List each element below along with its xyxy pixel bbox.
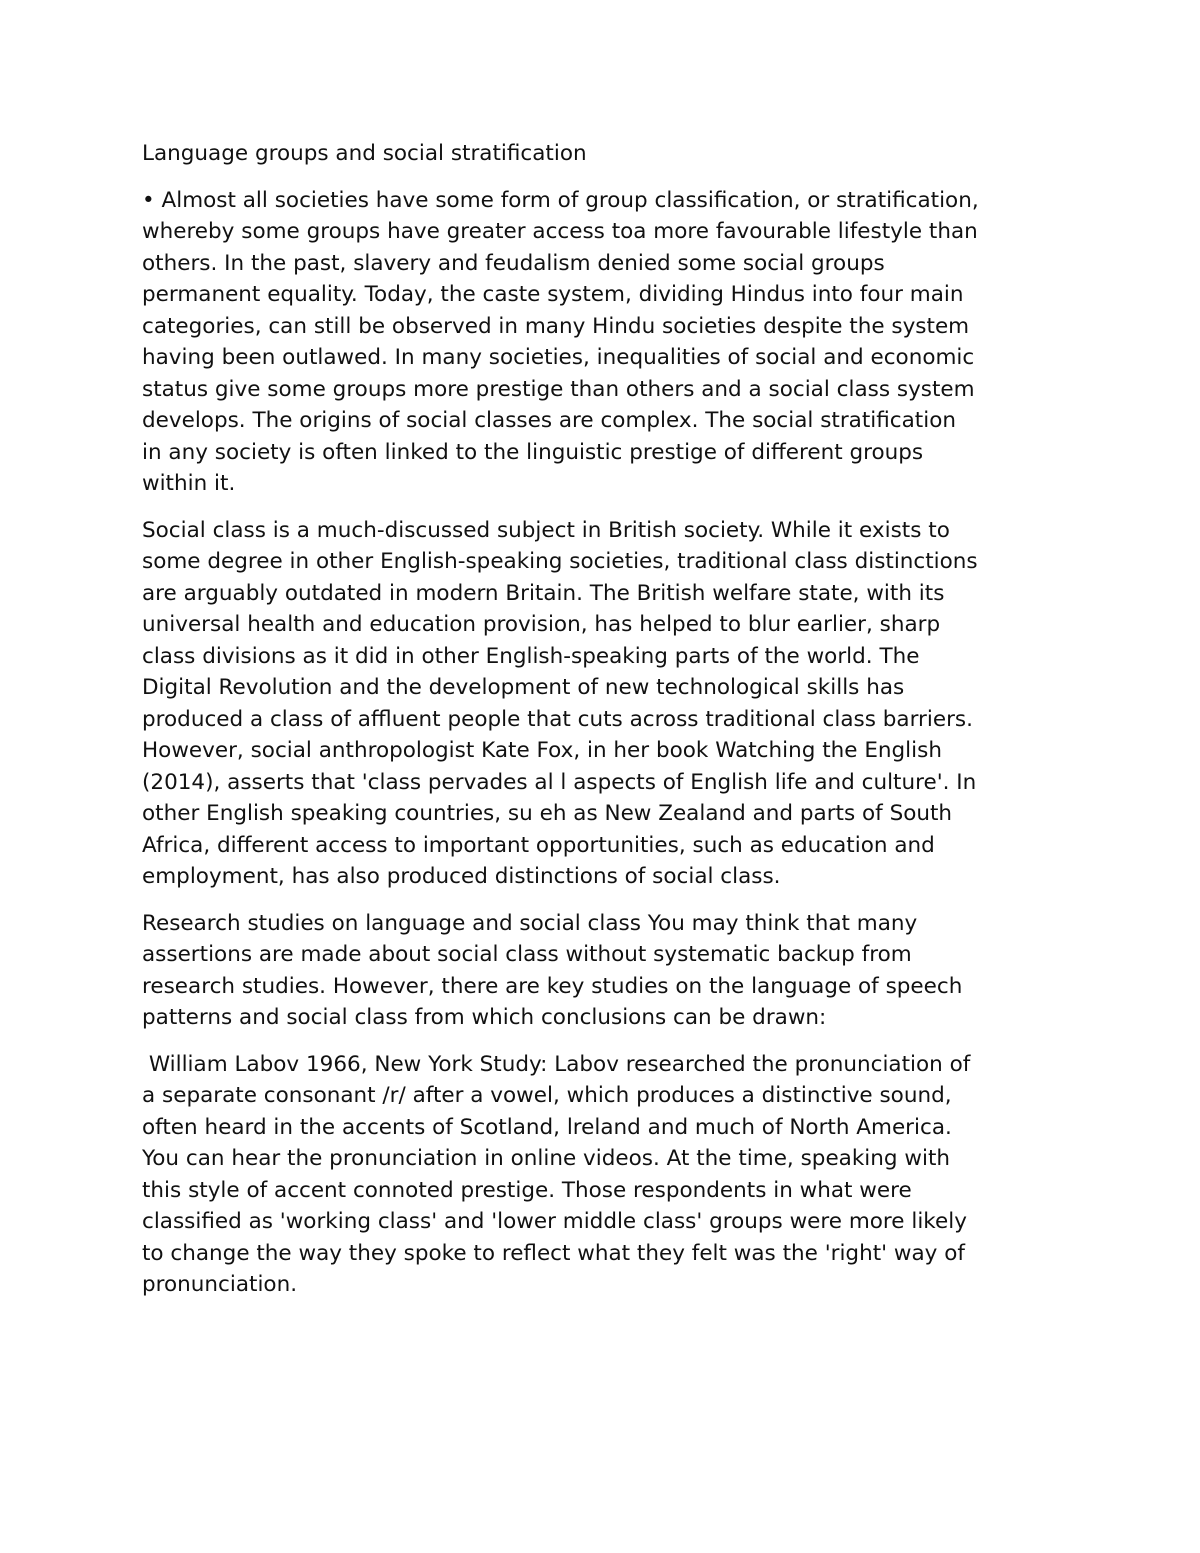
text-line: this style of accent connoted prestige. Those respondents in what were (142, 1177, 912, 1203)
text-line: develops. The origins of social classes are complex. The social stratification (142, 408, 956, 433)
text-line: to change the way they spoke to reflect what they felt was the 'right' way of (142, 1240, 965, 1266)
text-line: However, social anthropologist Kate Fox, in her book Watching the English (142, 738, 942, 763)
text-line: class divisions as it did in other English-speaking parts of the world. The (142, 643, 920, 669)
paragraph-social-class (142, 515, 1062, 893)
text-line: often heard in the accents of Scotland, lreland and much of North America. (142, 1114, 952, 1140)
text-line: patterns and social class from which conclusions can be drawn: (142, 1005, 827, 1030)
text-line: Research studies on language and social class You may think that many (142, 910, 918, 936)
document-body (142, 138, 1062, 1316)
text-line: research studies. However, there are key studies on the language of speech (142, 973, 963, 999)
text-line: within it. (142, 471, 236, 496)
text-line: some degree in other English-speaking societies, traditional class distinctions (142, 549, 978, 574)
paragraph-stratification (142, 185, 1062, 500)
text-line: • Almost all societies have some form of group classification, or stratification, (142, 187, 979, 213)
text-line: classified as 'working class' and 'lower middle class' groups were more likely (142, 1209, 967, 1234)
text-line: in any society is often linked to the linguistic prestige of different groups (142, 439, 924, 465)
text-line: employment, has also produced distinctions of social class. (142, 864, 781, 889)
text-line: a separate consonant /r/ after a vowel, which produces a distinctive sound, (142, 1083, 952, 1108)
text-line: are arguably outdated in modern Britain. The British welfare state, with its (142, 580, 945, 606)
text-line: (2014), asserts that 'class pervades al l aspects of English life and culture'. In (142, 769, 977, 795)
text-line: permanent equality. Today, the caste system, dividing Hindus into four main (142, 282, 964, 307)
text-line: having been outlawed. In many societies, inequalities of social and economic (142, 345, 975, 370)
text-line: other English speaking countries, su eh as New Zealand and parts of South (142, 801, 953, 826)
text-line: Social class is a much-discussed subject in British society. While it exists to (142, 517, 950, 543)
text-line: categories, can still be observed in many Hindu societies despite the system (142, 313, 970, 339)
document-title (142, 138, 1062, 170)
text-line: You can hear the pronunciation in online videos. At the time, speaking with (142, 1146, 951, 1171)
text-line: William Labov 1966, New York Study: Labov researched the pronunciation of (142, 1051, 971, 1077)
text-line: Africa, different access to important opportunities, such as education and (142, 832, 935, 858)
title-line: Language groups and social stratification (142, 141, 587, 166)
text-line: Digital Revolution and the development of new technological skills has (142, 675, 905, 700)
text-line: assertions are made about social class without systematic backup from (142, 942, 912, 967)
paragraph-labov-study (142, 1049, 1062, 1301)
text-line: pronunciation. (142, 1272, 298, 1297)
text-line: status give some groups more prestige than others and a social class system (142, 376, 975, 402)
text-line: whereby some groups have greater access toa more favourable lifestyle than (142, 219, 978, 244)
text-line: produced a class of affluent people that cuts across traditional class barriers. (142, 706, 973, 732)
paragraph-research-studies (142, 908, 1062, 1034)
text-line: universal health and education provision, has helped to blur earlier, sharp (142, 612, 941, 637)
text-line: others. In the past, slavery and feudalism denied some social groups (142, 250, 885, 276)
